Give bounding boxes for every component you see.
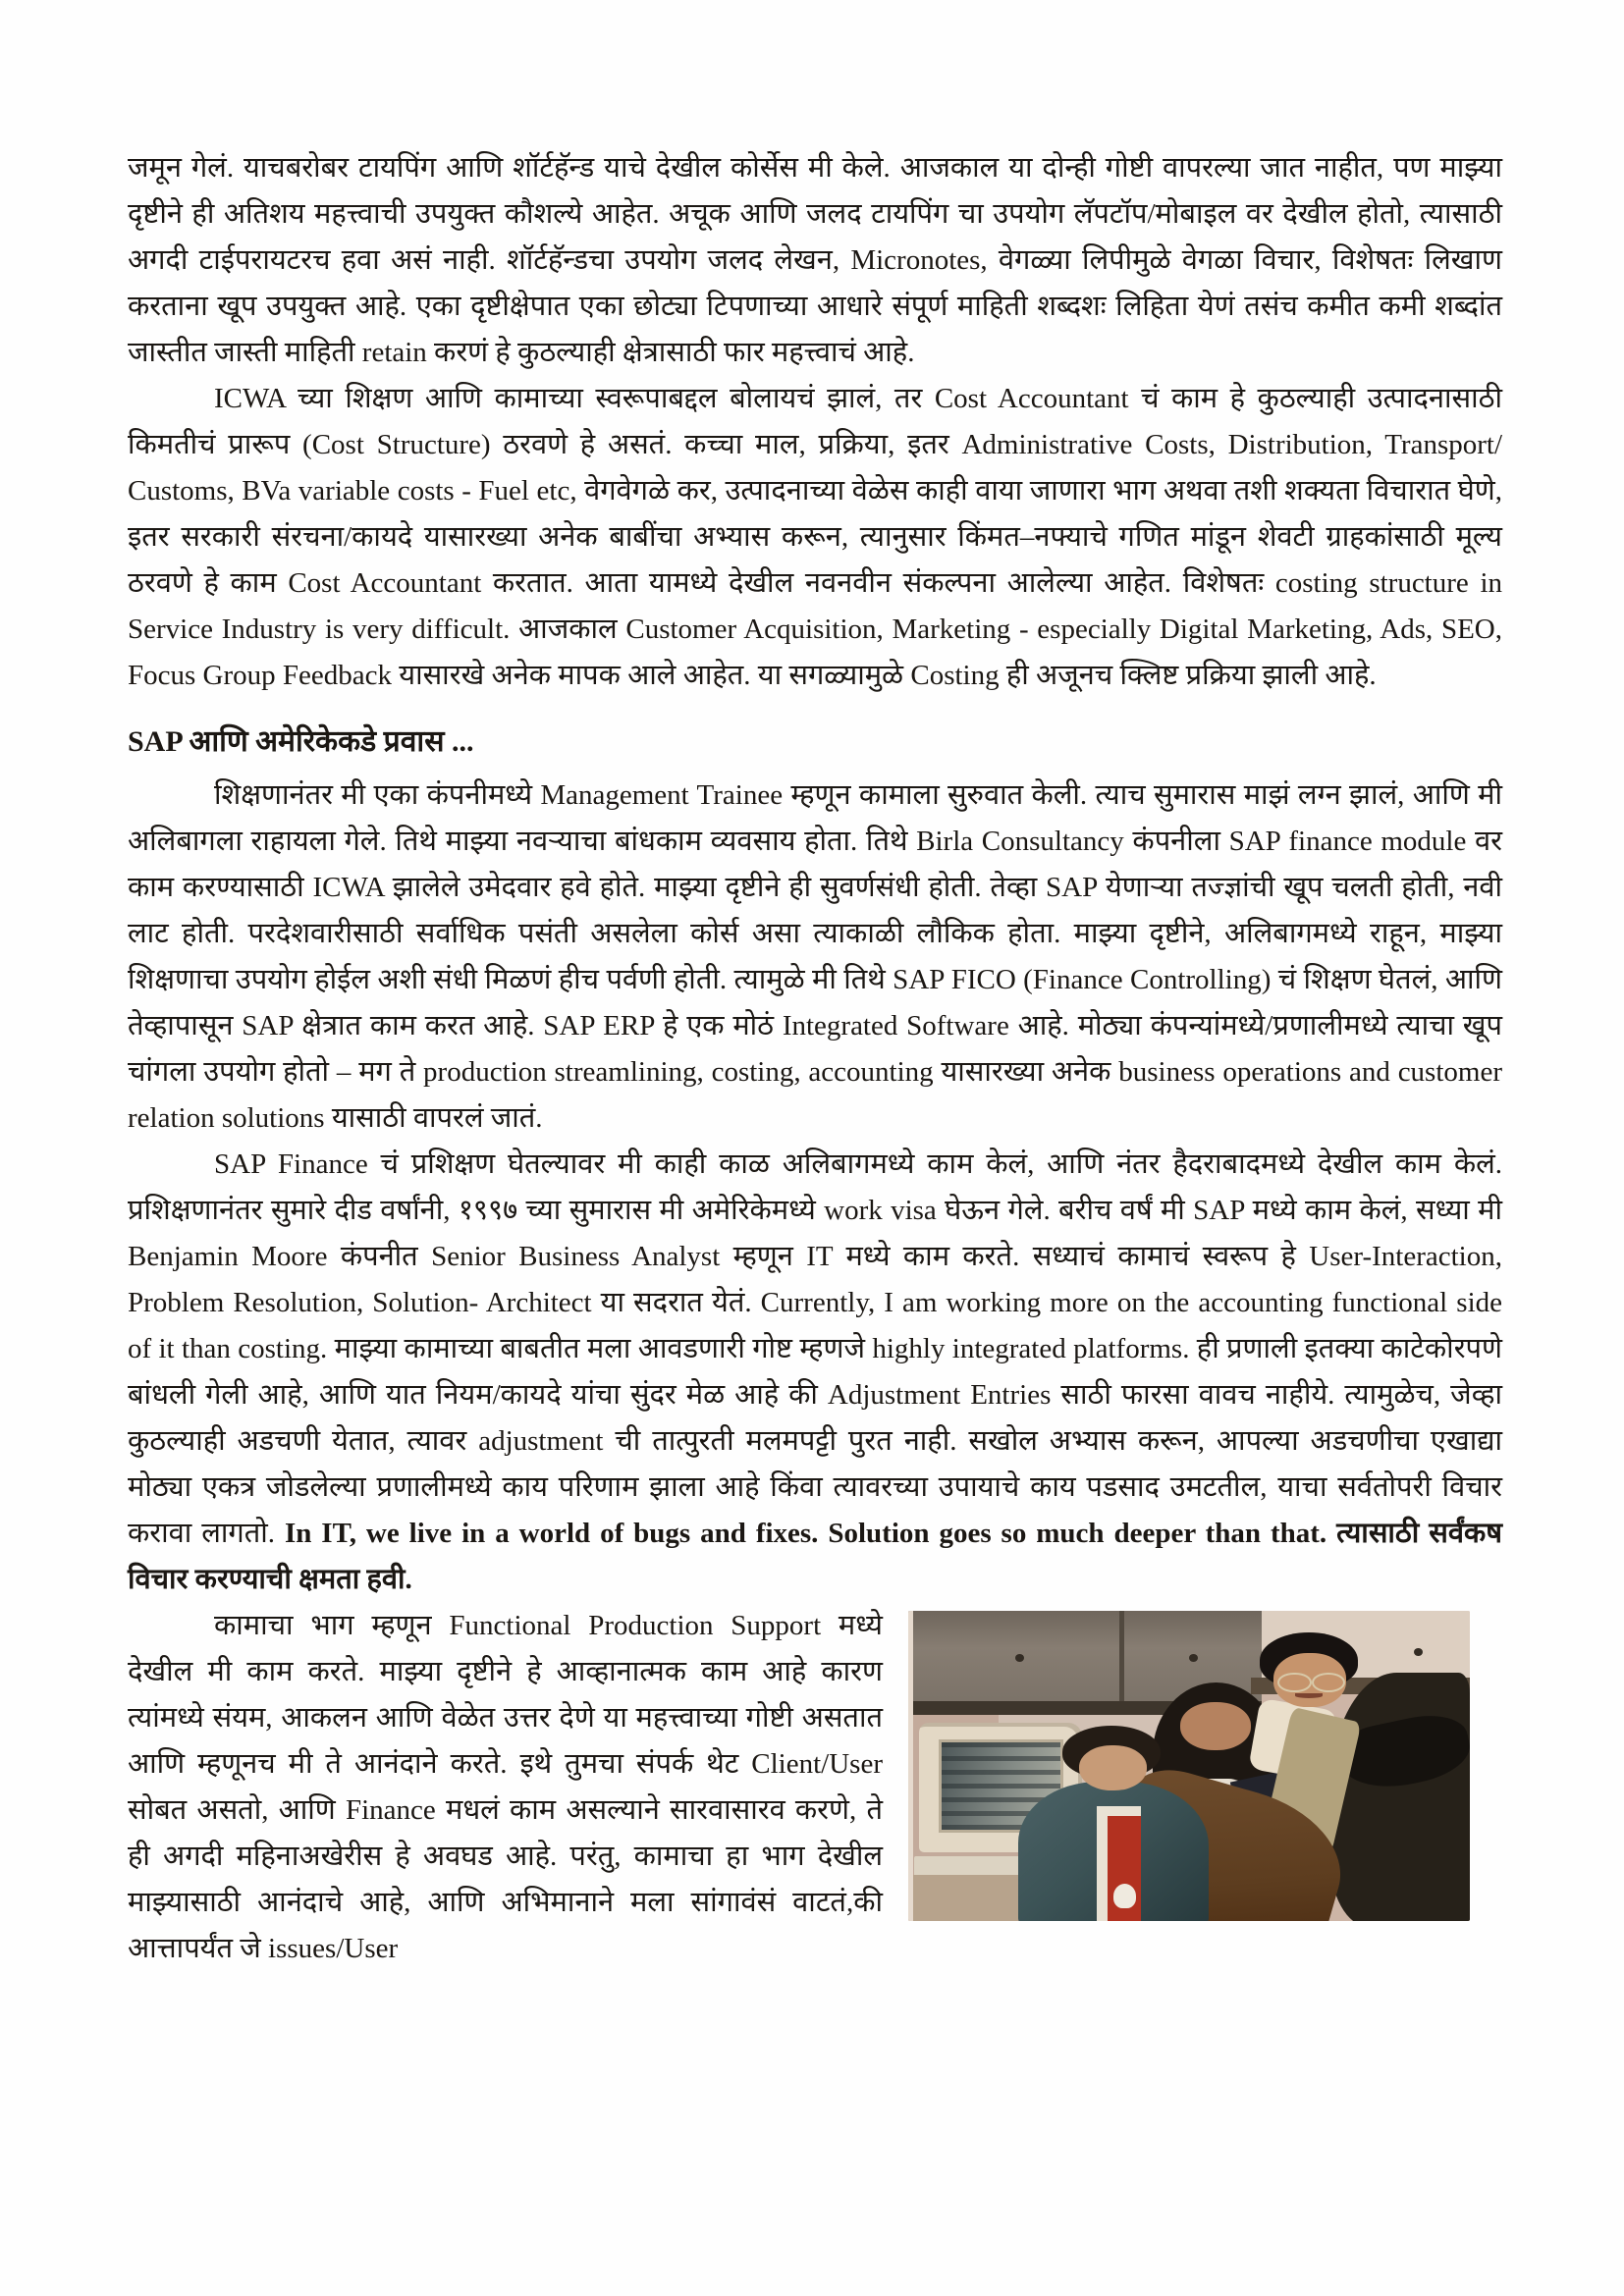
photo-boy-face <box>1079 1745 1147 1790</box>
photo-teddy-bear-print <box>1113 1884 1136 1908</box>
family-office-photo <box>908 1611 1470 1921</box>
photo-frame <box>908 1611 1470 1921</box>
paragraph-sap-career-bold-quote: In IT, we live in a world of bugs and fixes. Solution goes so much deeper than that. त्यासाठी सर्वंकष विचार करण्याची क्षमता हवी. <box>128 1518 1502 1595</box>
paragraph-sap-career <box>128 1142 1502 1603</box>
paragraph-icwa-costing: ICWA च्या शिक्षण आणि कामाच्या स्वरूपाबद्दल बोलायचं झालं, तर Cost Accountant चं काम हे कुठल्याही उत्पादनासाठी किमतीचं प्रारूप (Cost Structure) ठरवणे हे असतं. कच्चा माल, प्रक्रिया, इतर Administrative Costs, Distribution, Transport/ Customs, BVa variable costs - Fuel etc, वेगवेगळे कर, उत्पादनाच्या वेळेस काही वाया जाणारा भाग अथवा तशी शक्यता विचारात घेणे, इतर सरकारी संरचना/कायदे यासारख्या अनेक बाबींचा अभ्यास करून, त्यानुसार किंमत–नफ्याचे गणित मांडून शेवटी ग्राहकांसाठी मूल्य ठरवणे हे काम Cost Accountant करतात. आता यामध्ये देखील नवनवीन संकल्पना आलेल्या आहेत. विशेषतः costing structure in Service Industry is very difficult. आजकाल Customer Acquisition, Marketing - especially Digital Marketing, Ads, SEO, Focus Group Feedback यासारखे अनेक मापक आले आहेत. या सगळ्यामुळे Costing ही अजूनच क्लिष्ट प्रक्रिया झाली आहे. <box>128 383 1502 691</box>
paragraph-sap-career-text: SAP Finance चं प्रशिक्षण घेतल्यावर मी काही काळ अलिबागमध्ये काम केलं, आणि नंतर हैदराबादमध्ये देखील काम केलं. प्रशिक्षणानंतर सुमारे दीड वर्षांनी, १९९७ च्या सुमारास मी अमेरिकेमध्ये work visa घेऊन गेले. बरीच वर्षं मी SAP मध्ये काम केलं, सध्या मी Benjamin Moore कंपनीत Senior Business Analyst म्हणून IT मध्ये काम करते. सध्याचं कामाचं स्वरूप हे User-Interaction, Problem Resolution, Solution- Architect या सदरात येतं. Currently, I am working more on the accounting functional side of it than costing. माझ्या कामाच्या बाबतीत मला आवडणारी गोष्ट म्हणजे highly integrated platforms. ही प्रणाली इतक्या काटेकोरपणे बांधली गेली आहे, आणि यात नियम/कायदे यांचा सुंदर मेळ आहे की Adjustment Entries साठी फारसा वावच नाहीये. त्यामुळेच, जेव्हा कुठल्याही अडचणी येतात, त्यावर adjustment ची तात्पुरती मलमपट्टी पुरत नाही. सखोल अभ्यास करून, आपल्या अडचणीचा एखाद्या मोठ्या एकत्र जोडलेल्या प्रणालीमध्ये काय परिणाम झाला आहे किंवा त्यावरच्या उपायाचे काय पडसाद उमटतील, याचा सर्वतोपरी विचार करावा लागतो. <box>128 1148 1502 1549</box>
production-support-section <box>128 1603 1502 1972</box>
photo-glasses-lens <box>1312 1673 1345 1692</box>
photo-man-jacket <box>1329 1673 1470 1921</box>
paragraph-production-support: कामाचा भाग म्हणून Functional Production Support मध्ये देखील मी काम करते. माझ्या दृष्टीने हे आव्हानात्मक काम आहे कारण त्यांमध्ये संयम, आकलन आणि वेळेत उत्तर देणे या महत्त्वाच्या गोष्टी असतात आणि म्हणूनच मी ते आनंदाने करते. इथे तुमचा संपर्क थेट Client/User सोबत असतो, आणि Finance मधलं काम असल्याने सारवासारव करणे, ते ही अगदी महिनाअखेरीस हे अवघड आहे. परंतु, कामाचा हा भाग देखील माझ्यासाठी आनंदाचे आहे, आणि अभिमानाने मला सांगावंसं वाटतं,की आत्तापर्यंत जे issues/User <box>128 1610 883 1964</box>
photo-man-glasses <box>1277 1673 1345 1688</box>
photo-woman-face <box>1180 1702 1251 1750</box>
photo-scan-edge <box>908 1611 913 1921</box>
photo-glasses-lens <box>1277 1673 1311 1692</box>
page-content <box>128 145 1502 1972</box>
photo-cabinet-divider <box>1119 1611 1125 1704</box>
photo-man-smile <box>1295 1693 1324 1698</box>
paragraph-typing-shorthand: जमून गेलं. याचबरोबर टायपिंग आणि शॉर्टहॅन्ड याचे देखील कोर्सेस मी केले. आजकाल या दोन्ही गोष्टी वापरल्या जात नाहीत, पण माझ्या दृष्टीने ही अतिशय महत्त्वाची उपयुक्त कौशल्ये आहेत. अचूक आणि जलद टायपिंग चा उपयोग लॅपटॉप/मोबाइल वर देखील होतो, त्यासाठी अगदी टाईपरायटरच हवा असं नाही. शॉर्टहॅन्डचा उपयोग जलद लेखन, Micronotes, वेगळ्या लिपीमुळे वेगळा विचार, विशेषतः लिखाण करताना खूप उपयुक्त आहे. एका दृष्टीक्षेपात एका छोट्या टिपणाच्या आधारे संपूर्ण माहिती शब्दशः लिहिता येणं तसंच कमीत कमी शब्दांत जास्तीत जास्ती माहिती retain करणं हे कुठल्याही क्षेत्रासाठी फार महत्त्वाचं आहे. <box>128 152 1502 368</box>
paragraph-sap-training: शिक्षणानंतर मी एका कंपनीमध्ये Management Trainee म्हणून कामाला सुरुवात केली. त्याच सुमारास माझं लग्न झालं, आणि मी अलिबागला राहायला गेले. तिथे माझ्या नवऱ्याचा बांधकाम व्यवसाय होता. तिथे Birla Consultancy कंपनीला SAP finance module वर काम करण्यासाठी ICWA झालेले उमेदवार हवे होते. माझ्या दृष्टीने ही सुवर्णसंधी होती. तेव्हा SAP येणाऱ्या तज्ज्ञांची खूप चलती होती, नवी लाट होती. परदेशवारीसाठी सर्वाधिक पसंती असलेला कोर्स असा त्याकाळी लौकिक होता. माझ्या दृष्टीने, अलिबागमध्ये राहून, माझ्या शिक्षणाचा उपयोग होईल अशी संधी मिळणं हीच पर्वणी होती. त्यामुळे मी तिथे SAP FICO (Finance Controlling) चं शिक्षण घेतलं, आणि तेव्हापासून SAP क्षेत्रात काम करत आहे. SAP ERP हे एक मोठं Integrated Software आहे. मोठ्या कंपन्यांमध्ये/प्रणालीमध्ये त्याचा खूप चांगला उपयोग होतो – मग ते production streamlining, costing, accounting यासारख्या अनेक business operations and customer relation solutions यासाठी वापरलं जातं. <box>128 779 1502 1134</box>
photo-cabinet-handle <box>1414 1648 1423 1656</box>
section-heading-sap-america: SAP आणि अमेरिकेकडे प्रवास ... <box>128 725 474 758</box>
